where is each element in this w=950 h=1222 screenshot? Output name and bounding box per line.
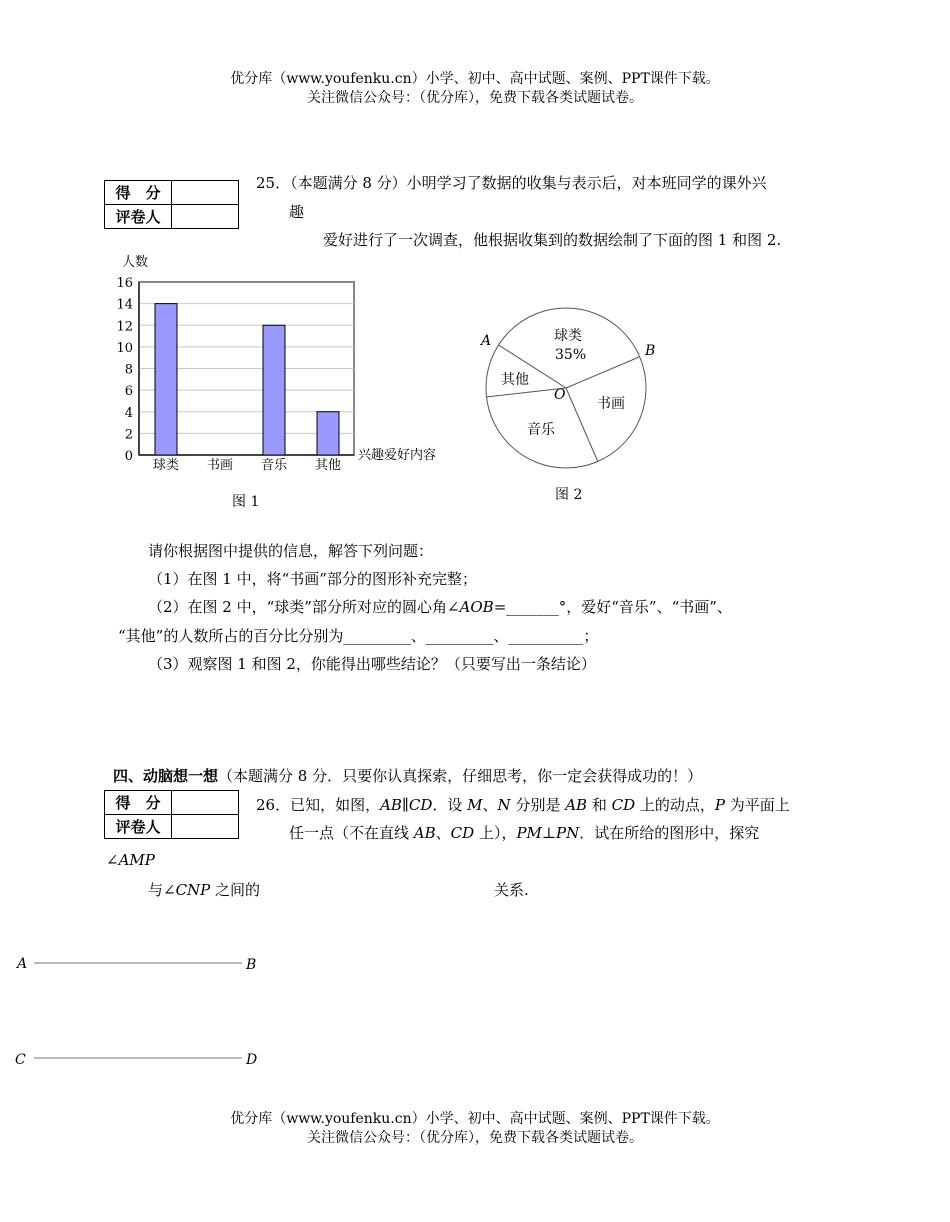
fig1-xlabel: 兴趣爱好内容	[358, 448, 437, 463]
q25-sub2-line2: “其他”的人数所占的百分比分别为_________、_________、__________；	[118, 627, 599, 645]
score-label: 得 分	[105, 181, 172, 205]
q26-l4-a: 与∠	[148, 881, 176, 899]
q25-line-1b: 趣	[289, 203, 305, 221]
fig1-xtick-label: 其他	[314, 458, 342, 473]
fig1-xtick-label: 球类	[152, 458, 180, 473]
q25-line-2: 爱好进行了一次调查，他根据收集到的数据绘制了下面的图 1 和图 2.	[323, 231, 782, 249]
q26-l2-pm: PM	[516, 824, 542, 842]
q26-l1-i: 和	[587, 796, 612, 814]
fig2-sector-qita: 其他	[501, 372, 529, 388]
q26-line-2	[289, 822, 759, 843]
q26-l3-angle: ∠	[106, 851, 119, 869]
footer-line-2: 关注微信公众号：（优分库），免费下载各类试题试卷。	[307, 1130, 643, 1146]
fig3-parallel-lines	[10, 945, 270, 1075]
fig3-label-a: A	[17, 956, 28, 972]
score-box	[172, 791, 239, 815]
score-table-q25	[104, 180, 239, 229]
fig2-caption: 图 2	[555, 487, 583, 503]
fig2-radius-shuhua-yinyue	[566, 388, 598, 462]
fig1-ytick-label: 14	[116, 297, 133, 313]
fig3-label-b: B	[246, 957, 257, 973]
fig1-ytick-label: 6	[124, 384, 133, 400]
q25-sub2-aob: AOB	[459, 598, 494, 616]
q26-l1-k: 上的动点，	[635, 796, 715, 814]
section4-rest: （本题满分 8 分．只要你认真探索，仔细思考，你一定会获得成功的！）	[218, 767, 703, 785]
q26-l2-perp: ⊥	[541, 824, 557, 842]
q26-l4-cnp: CNP	[175, 881, 211, 899]
q26-line-4-end: 关系.	[494, 881, 529, 899]
fig2-sector-shuhua: 书画	[597, 396, 625, 412]
fig1-ytick-label: 8	[124, 362, 133, 378]
fig1-ytick-label: 10	[116, 340, 133, 356]
q26-l4-c: 之间的	[210, 881, 261, 899]
grader-label: 评卷人	[105, 205, 172, 229]
score-box	[172, 181, 239, 205]
q25-sub1: （1）在图 1 中，将“书画”部分的图形补充完整；	[148, 570, 477, 588]
header-line-1: 优分库（www.youfenku.cn）小学、初中、高中试题、案例、PPT课件下载。	[230, 71, 720, 87]
grader-box	[172, 205, 239, 229]
q26-l1-ab: AB	[565, 796, 588, 814]
fig1-bar	[263, 325, 285, 455]
fig2-label-b: B	[645, 343, 656, 359]
section4-title: 四、动脑想一想	[113, 767, 219, 785]
section4-heading	[113, 765, 702, 786]
q26-line-3	[106, 851, 155, 869]
q25-intro: 请你根据图中提供的信息，解答下列问题：	[148, 542, 434, 560]
fig1-ytick-label: 0	[124, 449, 133, 464]
fig1-ytick-label: 4	[124, 405, 133, 421]
score-label: 得 分	[105, 791, 172, 815]
fig1-bar-chart	[100, 248, 460, 513]
q26-l1-p: P	[714, 796, 726, 814]
q26-l1-m: M	[467, 796, 483, 814]
q26-l2-ab: AB	[413, 824, 436, 842]
fig1-ytick-label: 2	[124, 427, 133, 443]
fig1-xtick-label: 音乐	[260, 458, 288, 473]
fig1-ylabel: 人数	[122, 255, 149, 270]
fig1-xticks	[153, 457, 341, 473]
footer-line-1: 优分库（www.youfenku.cn）小学、初中、高中试题、案例、PPT课件下载。	[230, 1111, 720, 1127]
fig2-sector-qiulei-pct: 35%	[555, 347, 587, 363]
q26-l1-m2: 为平面上	[725, 796, 790, 814]
q26-l2-i: ．试在所给的图形中，探究	[579, 824, 760, 842]
grader-box	[172, 815, 239, 839]
q26-l2-pn: PN	[556, 824, 580, 842]
q25-sub2-line1	[148, 596, 732, 617]
q26-l1-cd: CD	[611, 796, 636, 814]
fig2-pie-chart	[470, 300, 670, 510]
header-line-2: 关注微信公众号：（优分库），免费下载各类试题试卷。	[307, 90, 643, 106]
fig1-ytick-label: 12	[116, 319, 133, 335]
q26-l3-amp: AMP	[118, 851, 155, 869]
fig1-caption: 图 1	[232, 494, 260, 510]
fig1-xtick-label: 书画	[206, 458, 234, 473]
q26-line-4	[148, 879, 260, 900]
q26-l1-g: 分别是	[510, 796, 566, 814]
fig3-label-c: C	[15, 1052, 26, 1068]
fig1-yticks	[116, 276, 133, 464]
q25-line-1: 25．（本题满分 8 分）小明学习了数据的收集与表示后，对本班同学的课外兴	[256, 174, 767, 192]
fig2-sector-yinyue: 音乐	[527, 422, 555, 438]
score-table-q26	[104, 790, 239, 839]
fig3-label-d: D	[246, 1052, 258, 1068]
q26-l1-e: 、	[482, 796, 498, 814]
q26-line-1	[256, 794, 790, 815]
fig1-ytick-label: 16	[116, 276, 133, 291]
q26-l2-c: 、	[435, 824, 451, 842]
fig2-label-o: O	[554, 387, 566, 403]
fig1-bar	[155, 304, 177, 455]
q25-sub2-pre: （2）在图 2 中，“球类”部分所对应的圆心角∠	[148, 598, 460, 616]
q26-l2-e: 上），	[474, 824, 517, 842]
q25-sub3: （3）观察图 1 和图 2，你能得出哪些结论？（只要写出一条结论）	[148, 655, 596, 673]
q26-l1-c: ．设	[432, 796, 468, 814]
q26-l1-ab-cd: AB∥CD	[380, 796, 433, 814]
q26-l2-cd: CD	[450, 824, 475, 842]
q26-l2-a: 任一点（不在直线	[289, 824, 414, 842]
fig1-bar	[317, 412, 339, 455]
fig2-sector-qiulei: 球类	[554, 328, 582, 344]
grader-label: 评卷人	[105, 815, 172, 839]
fig2-label-a: A	[481, 333, 492, 349]
q26-l1-a: 26．已知，如图，	[256, 796, 381, 814]
q25-sub2-post: =_______°，爱好“音乐”、“书画”、	[493, 598, 732, 616]
q26-l1-n: N	[497, 796, 511, 814]
